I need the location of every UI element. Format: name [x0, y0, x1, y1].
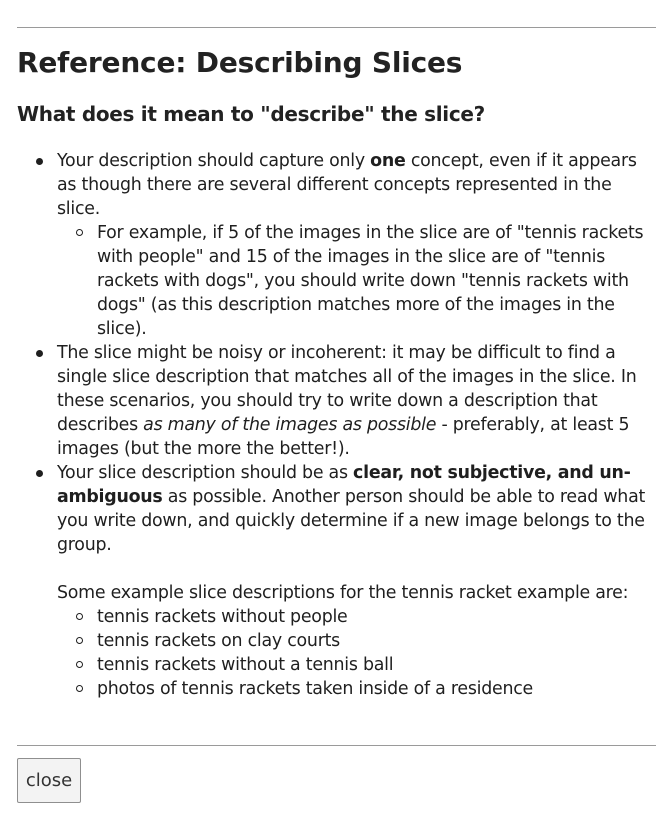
- bottom-divider: [17, 745, 656, 746]
- close-button[interactable]: close: [17, 758, 81, 803]
- example-item: tennis rackets on clay courts: [57, 629, 658, 653]
- instructions-list: [0, 149, 670, 701]
- emphasis-clear: clear, not subjective, and un-ambiguous: [57, 463, 631, 507]
- examples-intro: Some example slice descriptions for the tennis racket example are:: [57, 583, 629, 603]
- sub-list-item: For example, if 5 of the images in the slice are of "tennis rackets with people" and 15 of the images in the slice are of "tennis rackets with dogs", you should write down "tennis rackets with dogs" (as this description matches more of the images in the slice).: [57, 221, 658, 341]
- examples-list: [57, 605, 658, 701]
- example-item: photos of tennis rackets taken inside of a residence: [57, 677, 658, 701]
- list-item: The slice might be noisy or incoherent: it may be difficult to find a single slice description that matches all of the images in the slice. In these scenarios, you should try to write down a description that describes as many of the images as possible - preferably, at least 5 images (but the more the better!).: [0, 341, 670, 461]
- top-divider: [17, 27, 656, 28]
- instructions-body: [0, 149, 670, 701]
- dialog-title: Reference: Describing Slices: [17, 46, 463, 79]
- sub-list: [57, 221, 658, 341]
- list-item: Your description should capture only one concept, even if it appears as though there are several different concepts represented in the slice. For example, if 5 of the images in the slice are of "tennis rackets with people" and 15 of the images in the slice are of "tennis rackets with dogs", you should write down "tennis rackets with dogs" (as this description matches more of the images in the slice).: [0, 149, 670, 341]
- list-item: Your slice description should be as clear, not subjective, and un-ambiguous as possible. Another person should be able to read what you write down, and quickly determine if a new image belongs to the group. Some example slice descriptions for the tennis racket example are: tennis rackets without people tennis rackets on clay courts tennis rackets without a tennis ball photos of tennis rackets taken inside of a residence: [0, 461, 670, 701]
- emphasis-as-many: as many of the images as possible: [143, 415, 437, 435]
- emphasis-one: one: [370, 151, 406, 171]
- example-item: tennis rackets without people: [57, 605, 658, 629]
- dialog-subtitle: What does it mean to "describe" the slice?: [17, 102, 485, 126]
- example-item: tennis rackets without a tennis ball: [57, 653, 658, 677]
